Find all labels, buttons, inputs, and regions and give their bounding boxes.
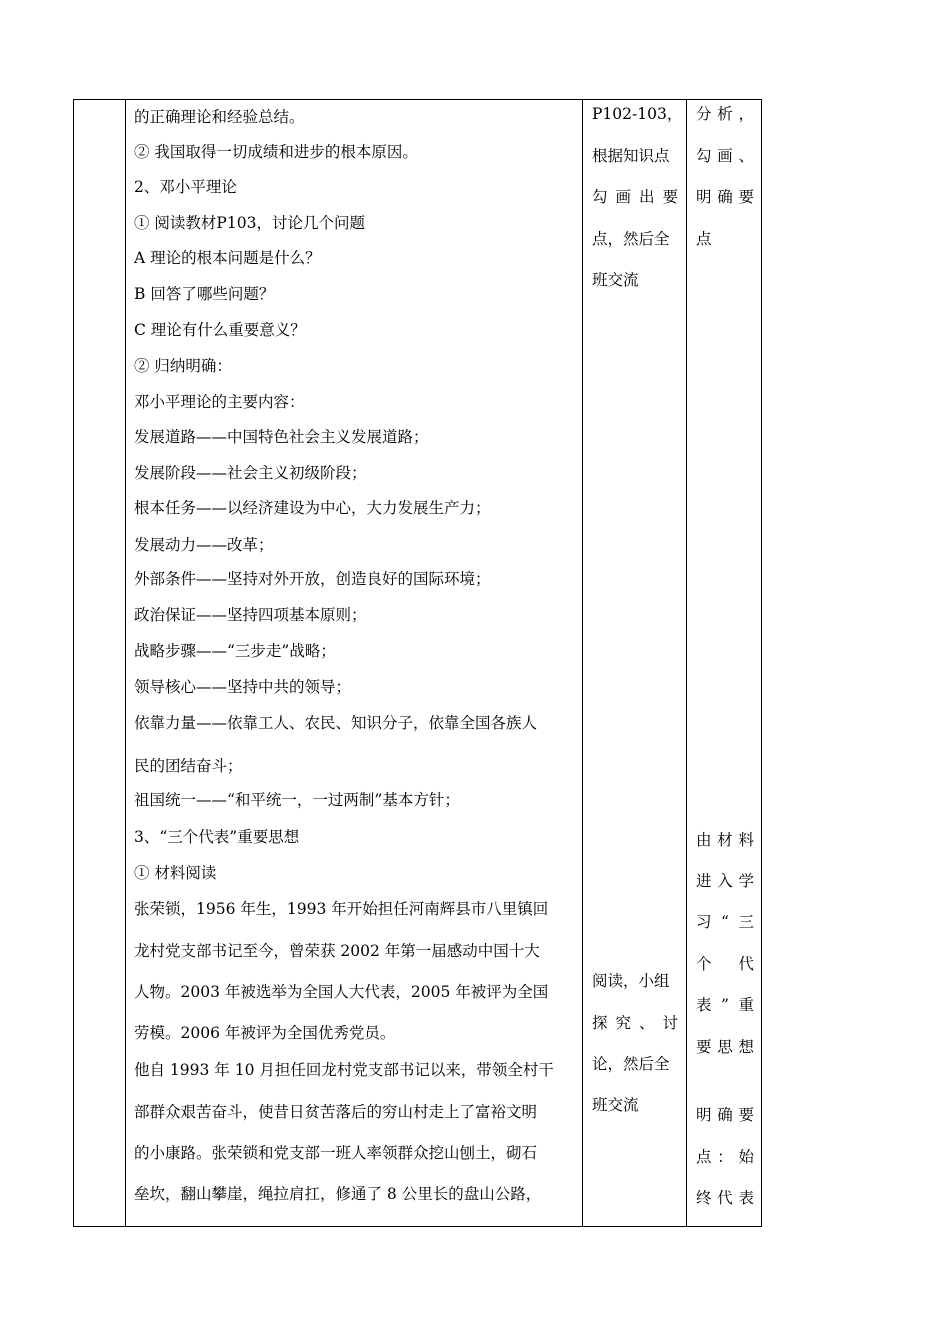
text-line: 要 思 想 (696, 1038, 754, 1056)
column-divider (686, 100, 687, 1226)
text-line: 明 确 要 (696, 1106, 754, 1124)
text-line: 政治保证——坚持四项基本原则； (134, 606, 367, 624)
text-line: P102-103， (592, 105, 683, 123)
text-line: 发展动力——改革； (134, 536, 274, 554)
text-line: 2、邓小平理论 (134, 178, 237, 196)
text-line: 劳模。2006 年被评为全国优秀党员。 (134, 1024, 396, 1042)
text-line: 他自 1993 年 10 月担任回龙村党支部书记以来，带领全村干 (134, 1061, 554, 1079)
lesson-table (73, 99, 762, 1227)
text-line: 祖国统一——“和平统一，一过两制”基本方针； (134, 791, 460, 809)
text-line: 终 代 表 (696, 1189, 754, 1207)
text-line: ① 阅读教材P103，讨论几个问题 (134, 214, 365, 232)
text-line: 表 ” 重 (696, 996, 754, 1014)
text-line: 勾 画 、 (696, 147, 754, 165)
text-line: 人物。2003 年被选举为全国人大代表，2005 年被评为全国 (134, 983, 549, 1001)
text-line: 张荣锁，1956 年生，1993 年开始担任河南辉县市八里镇回 (134, 900, 549, 918)
text-line: ① 材料阅读 (134, 864, 217, 882)
text-line: A 理论的根本问题是什么？ (134, 249, 321, 267)
text-line: 的小康路。张荣锁和党支部一班人率领群众挖山刨土，砌石 (134, 1144, 538, 1162)
text-line: 邓小平理论的主要内容： (134, 393, 305, 411)
text-line: 发展阶段——社会主义初级阶段； (134, 464, 367, 482)
text-line: 明 确 要 (696, 188, 754, 206)
text-line: 根据知识点 (592, 147, 670, 165)
text-line: 部群众艰苦奋斗，使昔日贫苦落后的穷山村走上了富裕文明 (134, 1103, 538, 1121)
text-line: 分 析 ， (696, 105, 754, 123)
text-line: 阅读，小组 (592, 972, 670, 990)
text-line: 的正确理论和经验总结。 (134, 108, 305, 126)
text-line: 龙村党支部书记至今，曾荣获 2002 年第一届感动中国十大 (134, 942, 540, 960)
text-line: 垒坎，翻山攀崖，绳拉肩扛，修通了 8 公里长的盘山公路， (134, 1185, 542, 1203)
text-line: 外部条件——坚持对外开放，创造良好的国际环境； (134, 570, 491, 588)
column-divider (582, 100, 583, 1226)
text-line: 根本任务——以经济建设为中心，大力发展生产力； (134, 499, 491, 517)
column-divider (125, 100, 126, 1226)
text-line: 战略步骤——“三步走”战略； (134, 642, 336, 660)
text-line: 发展道路——中国特色社会主义发展道路； (134, 428, 429, 446)
text-line: 民的团结奋斗； (134, 757, 243, 775)
text-line: B 回答了哪些问题？ (134, 285, 275, 303)
text-line: 探 究 、 讨 (592, 1014, 678, 1032)
text-line: 进 入 学 (696, 872, 754, 890)
text-line: 3、“三个代表”重要思想 (134, 828, 300, 846)
text-line: 领导核心——坚持中共的领导； (134, 678, 352, 696)
text-line: 习 “ 三 (696, 913, 754, 931)
text-line: 点 ： 始 (696, 1148, 754, 1166)
text-line: 个 代 (696, 955, 754, 973)
text-line: 点，然后全 (592, 230, 670, 248)
text-line: ② 归纳明确： (134, 357, 232, 375)
text-line: ② 我国取得一切成绩和进步的根本原因。 (134, 143, 418, 161)
text-line: 由 材 料 (696, 831, 754, 849)
text-line: 班交流 (592, 1096, 639, 1114)
text-line: 依靠力量——依靠工人、农民、知识分子，依靠全国各族人 (134, 714, 538, 732)
text-line: C 理论有什么重要意义？ (134, 321, 306, 339)
text-line: 班交流 (592, 271, 639, 289)
text-line: 点 (696, 230, 712, 248)
text-line: 勾 画 出 要 (592, 188, 678, 206)
text-line: 论，然后全 (592, 1055, 670, 1073)
